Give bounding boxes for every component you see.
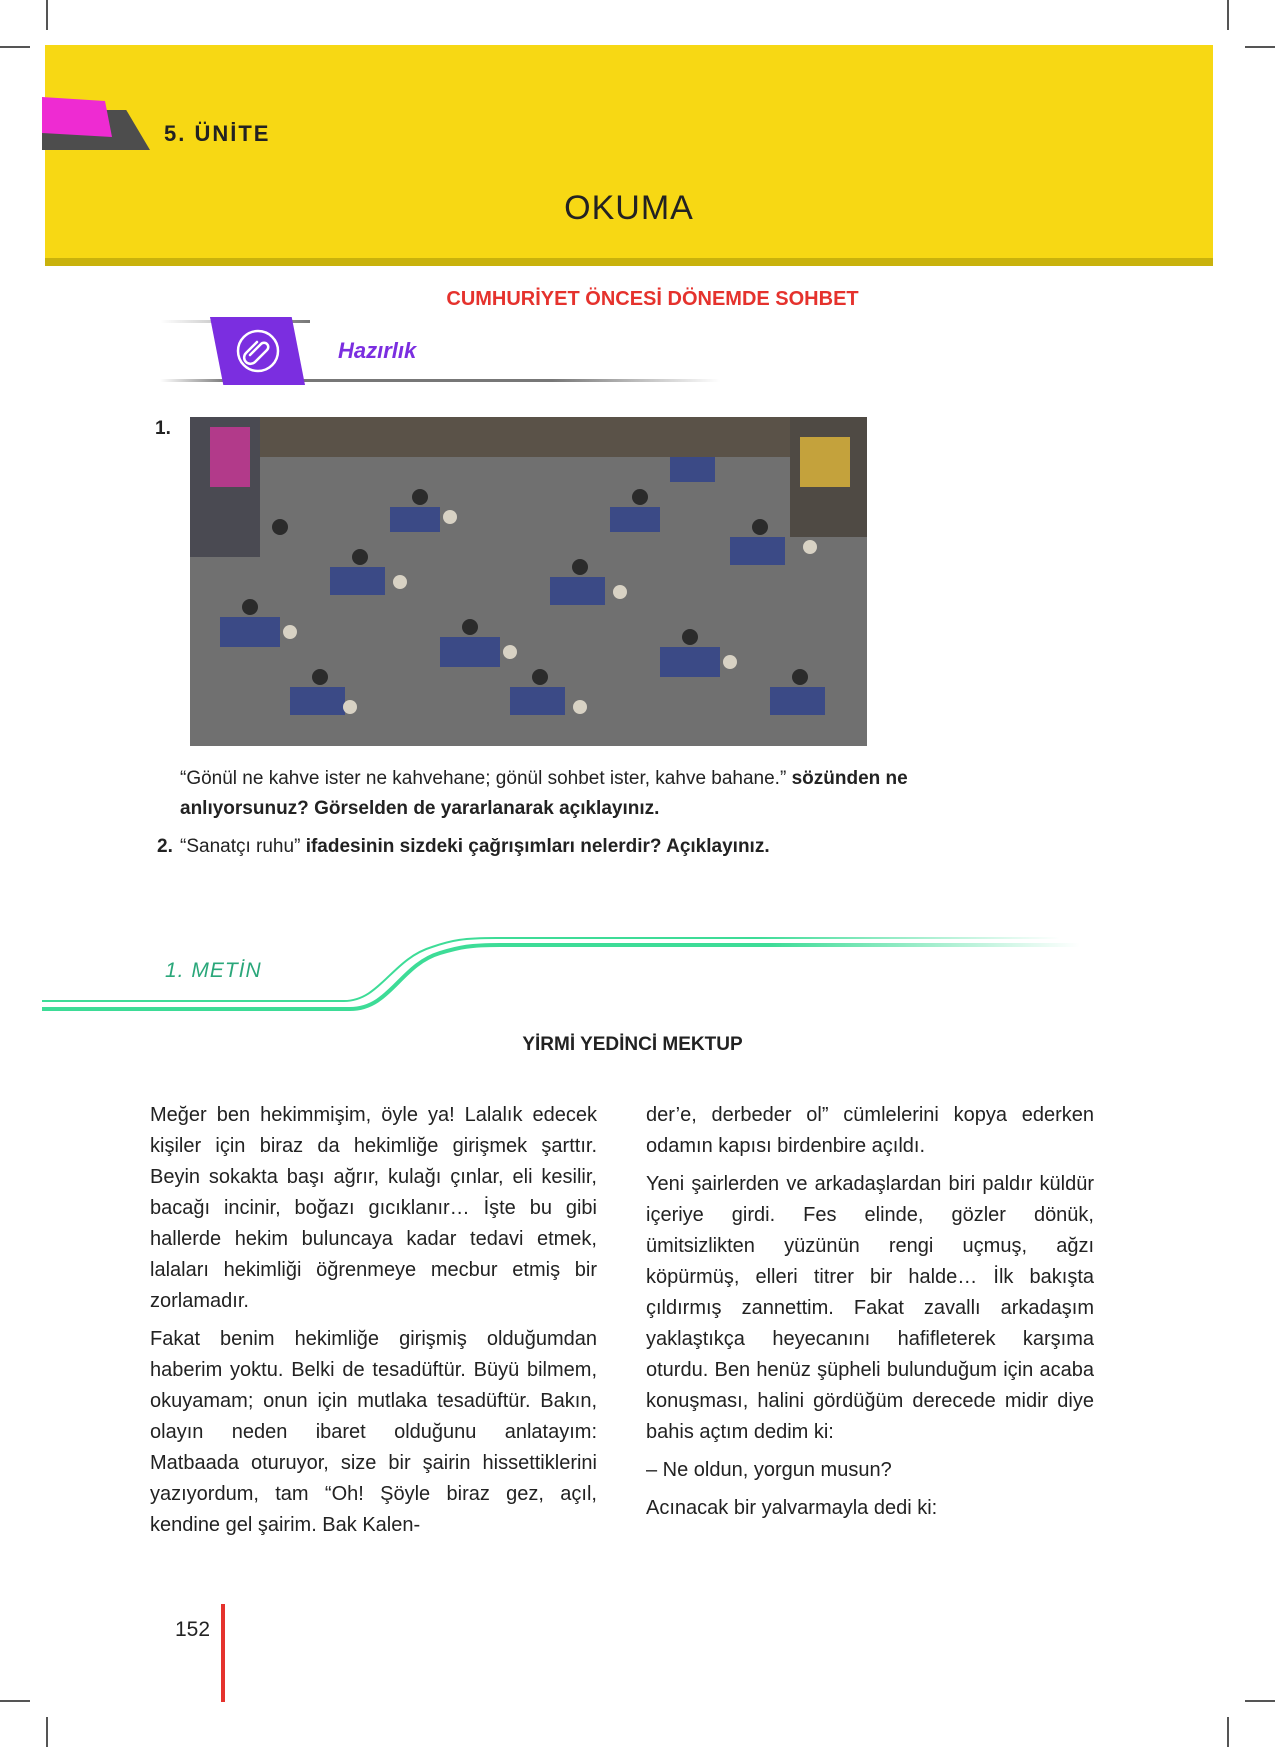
question-1-prompt: sözünden ne anlıyorsunuz? Görselden de yararlanarak açıklayınız. [180,768,908,819]
question-number: 2. [157,836,173,857]
section-title: CUMHURİYET ÖNCESİ DÖNEMDE SOHBET [446,288,859,310]
text-section-label: 1. METİN [165,959,262,982]
crop-mark [1227,0,1229,30]
page-number-bar [221,1604,225,1702]
question-number: 1. [155,418,171,439]
header-underline [45,258,1213,266]
crop-mark [0,46,30,48]
question-1-quote: “Gönül ne kahve ister ne kahvehane; gönül sohbet ister, kahve bahane.” [180,768,787,789]
body-column-left [150,1100,597,1548]
prep-badge [210,317,305,385]
paragraph: Fakat benim hekimliğe girişmiş olduğumdan haberim yoktu. Belki de tesadüftür. Büyü bilmem, okuyamam; onun için mutlaka tesadüftür. Bakın, olayın neden ibaret olduğunu anlatayım: Matbaada oturuyor, size bir şairin hissettiklerini yazıyordum, tam “Oh! Şöyle biraz gez, açıl, kendine gel şairim. Bak Kalen- [150,1328,597,1536]
crop-mark [46,0,48,30]
crop-mark [1245,46,1275,48]
paragraph: der’e, derbeder ol” cümlelerini kopya ederken odamın kapısı birdenbire açıldı. [646,1104,1094,1157]
unit-label: 5. ÜNİTE [164,121,271,146]
question-2-prompt: ifadesinin sizdeki çağrışımları nelerdir? Açıklayınız. [305,836,770,857]
prep-label: Hazırlık [338,338,417,363]
crop-mark [0,1700,30,1702]
crop-mark [1245,1700,1275,1702]
question-2-text [180,832,1020,862]
question-1-text [180,764,1020,824]
cafe-courtyard-photo [190,417,867,746]
paragraph: Meğer ben hekimmişim, öyle ya! Lalalık edecek kişiler için biraz da hekimliğe girişmek şarttır. Beyin sokakta başı ağrır, kulağı çınlar, eli kesilir, bacağı incinir, boğazı gıcıklanır… İşte bu gibi hallerde hekim buluncaya kadar tedavi etmek, lalaları hekimliği öğrenmeye mecbur etmiş bir zorlamadır. [150,1104,597,1312]
page-title: OKUMA [564,189,694,227]
question-2-quote: “Sanatçı ruhu” [180,836,301,857]
paragraph: – Ne oldun, yorgun musun? [646,1459,892,1481]
crop-mark [1227,1717,1229,1747]
paragraph: Yeni şairlerden ve arkadaşlardan biri paldır küldür içeriye girdi. Fes elinde, gözler dönük, ümitsizlikten yüzünün rengi uçmuş, ağzı köpürmüş, elleri titrer bir halde… İlk bakışta çıldırmış zannettim. Fakat zavallı arkadaşım yaklaştıkça heyecanını hafifleterek karşıma oturdu. Ben henüz şüpheli bulunduğum için acaba konuşması, halini gördüğüm derecede midir diye bahis açtım dedim ki: [646,1173,1094,1443]
crop-mark [46,1717,48,1747]
paperclip-icon [235,328,281,374]
unit-tab-accent [42,97,112,137]
body-column-right [646,1100,1094,1531]
page-number: 152 [175,1618,211,1641]
paragraph: Acınacak bir yalvarmayla dedi ki: [646,1497,938,1519]
letter-title: YİRMİ YEDİNCİ MEKTUP [522,1034,743,1055]
